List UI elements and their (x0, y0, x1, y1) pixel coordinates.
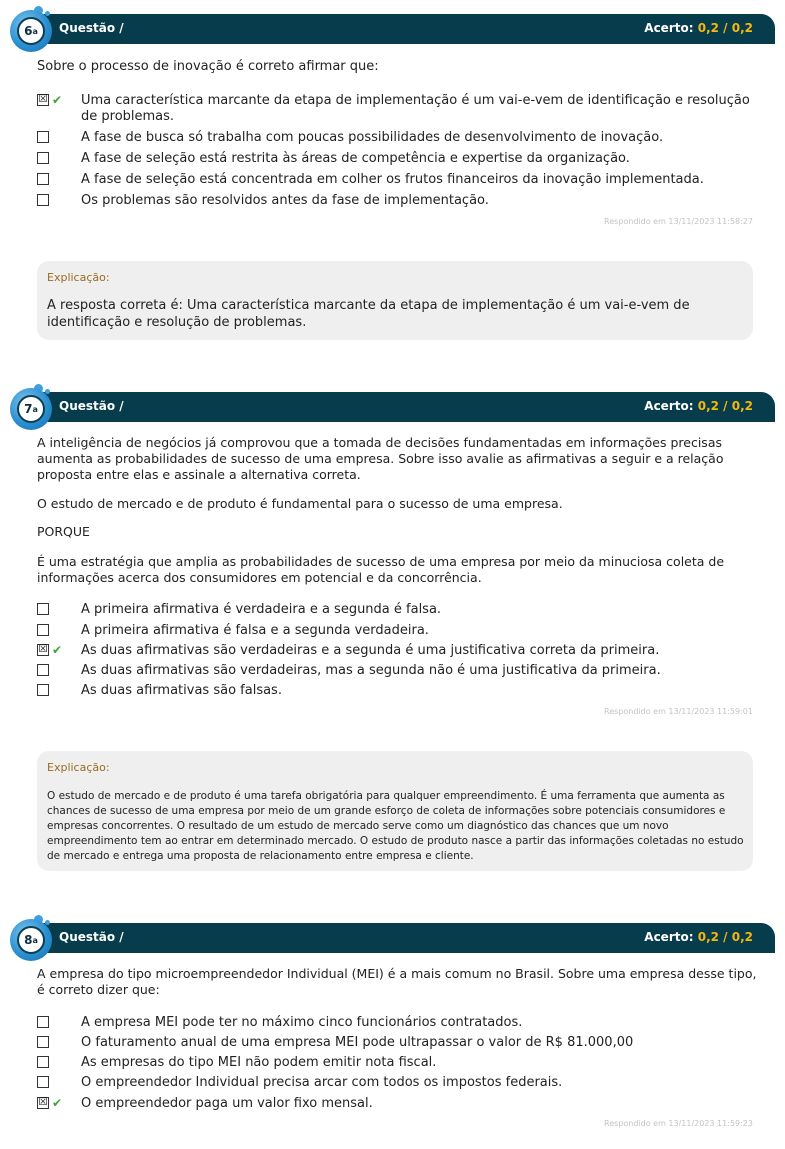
option-text: O faturamento anual de uma empresa MEI pode ultrapassar o valor de R$ 81.000,00 (81, 1035, 634, 1050)
option-text: As duas afirmativas são verdadeiras e a segunda é uma justificativa correta da primeira. (81, 643, 660, 658)
question-number-badge (10, 919, 52, 961)
answered-timestamp: Respondido em 13/11/2023 11:59:23 (604, 1119, 753, 1128)
question-stem: A inteligência de negócios já comprovou que a tomada de decisões fundamentadas em informações precisas aumenta as probabilidades de sucesso de uma empresa. Sobre isso avalie as afirmativas a seguir e a relação proposta entre elas e assinale a alternativa correta. (37, 435, 724, 482)
statement-2: É uma estratégia que amplia as probabilidades de sucesso de uma empresa por meio da minuciosa coleta de informações acerca dos consumidores em potencial e da concorrência. (37, 554, 725, 585)
explanation-title: Explicação: (47, 271, 110, 284)
option-text: O empreendedor Individual precisa arcar com todos os impostos federais. (81, 1075, 563, 1090)
option-text: Os problemas são resolvidos antes da fase de implementação. (81, 193, 489, 208)
option-text: A fase de seleção está restrita às áreas de competência e expertise da organização. (81, 151, 630, 166)
score-separator: / (718, 930, 732, 944)
explanation-box (37, 751, 753, 871)
score-total: 0,2 (731, 399, 753, 413)
score-separator: / (718, 399, 732, 413)
checkbox-icon[interactable] (37, 1016, 49, 1028)
checkbox-checked-icon[interactable]: ☒ (38, 644, 48, 655)
question-number: 7 (24, 402, 33, 416)
option-text: O empreendedor paga um valor fixo mensal. (81, 1096, 373, 1111)
explanation-text: A resposta correta é: Uma característica marcante da etapa de implementação é um vai-e-vem de identificação e resolução de problemas. (47, 298, 690, 330)
checkbox-icon[interactable] (37, 664, 49, 676)
question-label: Questão / (59, 930, 124, 944)
correct-tick-icon: ✔ (52, 643, 63, 657)
question-header-bar (35, 392, 775, 422)
question-label: Questão / (59, 21, 124, 35)
score-got: 0,2 (697, 21, 719, 35)
correct-tick-icon: ✔ (52, 1096, 63, 1110)
question-number: 8 (24, 933, 33, 947)
score-label: Acerto: (644, 930, 694, 944)
ordinal-suffix: a (32, 935, 38, 945)
option-text: A fase de busca só trabalha com poucas possibilidades de desenvolvimento de inovação. (81, 130, 664, 145)
statement-1: O estudo de mercado e de produto é fundamental para o sucesso de uma empresa. (37, 496, 563, 511)
correct-tick-icon: ✔ (52, 93, 63, 107)
question-number: 6 (24, 24, 33, 38)
explanation-text: O estudo de mercado e de produto é uma tarefa obrigatória para qualquer empreendimento. É uma ferramenta que aumenta as chances de sucesso de uma empresa por meio de um grande esforço de coleta de informações sobre potenciais consumidores e empresas concorrentes. O resultado de um estudo de mercado serve como um diagnóstico das chances que um novo empreendimento tem ao entrar em determinado mercado. O estudo de produto nasce a partir das informações coletadas no estudo de mercado e entrega uma proposta de relacionamento entre empresa e cliente. (47, 790, 744, 862)
option-text: A empresa MEI pode ter no máximo cinco funcionários contratados. (81, 1015, 523, 1030)
checkbox-icon[interactable] (37, 684, 49, 696)
checkbox-icon[interactable] (37, 1056, 49, 1068)
score-total: 0,2 (731, 930, 753, 944)
score-label: Acerto: (644, 21, 694, 35)
score (644, 21, 753, 35)
question-number-badge (10, 388, 52, 430)
statement-connector: PORQUE (37, 524, 90, 539)
answered-timestamp: Respondido em 13/11/2023 11:58:27 (604, 217, 753, 226)
score-total: 0,2 (731, 21, 753, 35)
option-text: As duas afirmativas são verdadeiras, mas a segunda não é uma justificativa da primeira. (81, 663, 661, 678)
option-text: A primeira afirmativa é falsa e a segunda verdadeira. (81, 623, 429, 638)
explanation-box (37, 261, 753, 340)
checkbox-icon[interactable] (37, 1076, 49, 1088)
score-got: 0,2 (697, 399, 719, 413)
answered-timestamp: Respondido em 13/11/2023 11:59:01 (604, 707, 753, 716)
option-text: As duas afirmativas são falsas. (81, 683, 282, 698)
question-header-bar (35, 14, 775, 44)
ordinal-suffix: a (32, 404, 38, 414)
question-number-badge (10, 10, 52, 52)
score-label: Acerto: (644, 399, 694, 413)
option-text: A primeira afirmativa é verdadeira e a segunda é falsa. (81, 602, 442, 617)
checkbox-checked-icon[interactable]: ☒ (38, 94, 48, 105)
checkbox-icon[interactable] (37, 1036, 49, 1048)
question-stem: A empresa do tipo microempreendedor Individual (MEI) é a mais comum no Brasil. Sobre uma empresa desse tipo, é correto dizer que: (37, 966, 757, 997)
checkbox-icon[interactable] (37, 131, 49, 143)
score (644, 399, 753, 413)
question-label: Questão / (59, 399, 124, 413)
checkbox-icon[interactable] (37, 152, 49, 164)
checkbox-icon[interactable] (37, 624, 49, 636)
option-text: Uma característica marcante da etapa de implementação é um vai-e-vem de identificação e resolução de problemas. (81, 93, 750, 124)
ordinal-suffix: a (32, 26, 38, 36)
checkbox-icon[interactable] (37, 603, 49, 615)
question-stem: Sobre o processo de inovação é correto afirmar que: (37, 59, 379, 74)
explanation-title: Explicação: (47, 761, 110, 774)
score-separator: / (718, 21, 732, 35)
checkbox-checked-icon[interactable]: ☒ (38, 1097, 48, 1108)
option-text: A fase de seleção está concentrada em colher os frutos financeiros da inovação implementada. (81, 172, 704, 187)
question-header-bar (35, 923, 775, 953)
checkbox-icon[interactable] (37, 194, 49, 206)
score (644, 930, 753, 944)
checkbox-icon[interactable] (37, 173, 49, 185)
score-got: 0,2 (697, 930, 719, 944)
option-text: As empresas do tipo MEI não podem emitir nota fiscal. (81, 1055, 437, 1070)
